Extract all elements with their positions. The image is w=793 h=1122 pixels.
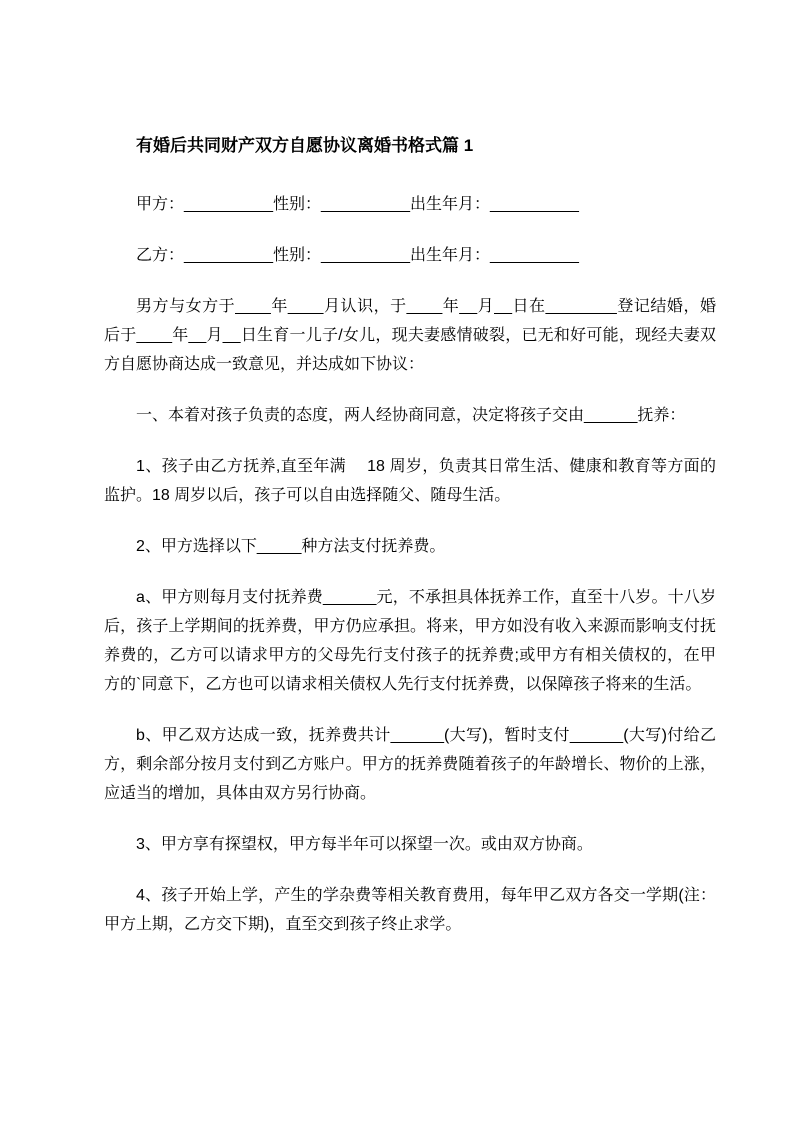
paragraph: 1、孩子由乙方抚养,直至年满 18 周岁，负责其日常生活、健康和教育等方面的监护。18 周岁以后，孩子可以自由选择随父、随母生活。 xyxy=(104,458,716,504)
paragraph: 一、本着对孩子负责的态度，两人经协商同意，决定将孩子交由______抚养： xyxy=(136,407,686,424)
paragraph: 甲方：__________性别：__________出生年月：__________ xyxy=(136,196,579,213)
paragraph: 男方与女方于____年____月认识，于____年__月__日在________登记结婚，婚后于____年__月__日生育一儿子/女儿，现夫妻感情破裂，已无和好可能，现经夫妻双方自愿协商达成一致意见，并达成如下协议： xyxy=(104,298,716,373)
paragraph: b、甲乙双方达成一致，抚养费共计______(大写)，暂时支付______(大写)付给乙方，剩余部分按月支付到乙方账户。甲方的抚养费随着孩子的年龄增长、物价的上涨，应适当的增加，具体由双方另行协商。 xyxy=(104,727,716,802)
paragraph: 2、甲方选择以下_____种方法支付抚养费。 xyxy=(136,538,446,555)
paragraph: 3、甲方享有探望权，甲方每半年可以探望一次。或由双方协商。 xyxy=(136,836,593,853)
document-title: 有婚后共同财产双方自愿协议离婚书格式篇 1 xyxy=(136,136,474,155)
paragraph: 4、孩子开始上学，产生的学杂费等相关教育费用，每年甲乙双方各交一学期(注：甲方上期，乙方交下期)，直至交到孩子终止求学。 xyxy=(104,887,716,933)
paragraph: 乙方：__________性别：__________出生年月：__________ xyxy=(136,247,579,264)
paragraph: a、甲方则每月支付抚养费______元，不承担具体抚养工作，直至十八岁。十八岁后，孩子上学期间的抚养费，甲方仍应承担。将来，甲方如没有收入来源而影响支付抚养费的，乙方可以请求甲方的父母先行支付孩子的抚养费;或甲方有相关债权的，在甲方的`同意下，乙方也可以请求相关债权人先行支付抚养费，以保障孩子将来的生活。 xyxy=(104,589,716,693)
document-body xyxy=(104,190,716,939)
